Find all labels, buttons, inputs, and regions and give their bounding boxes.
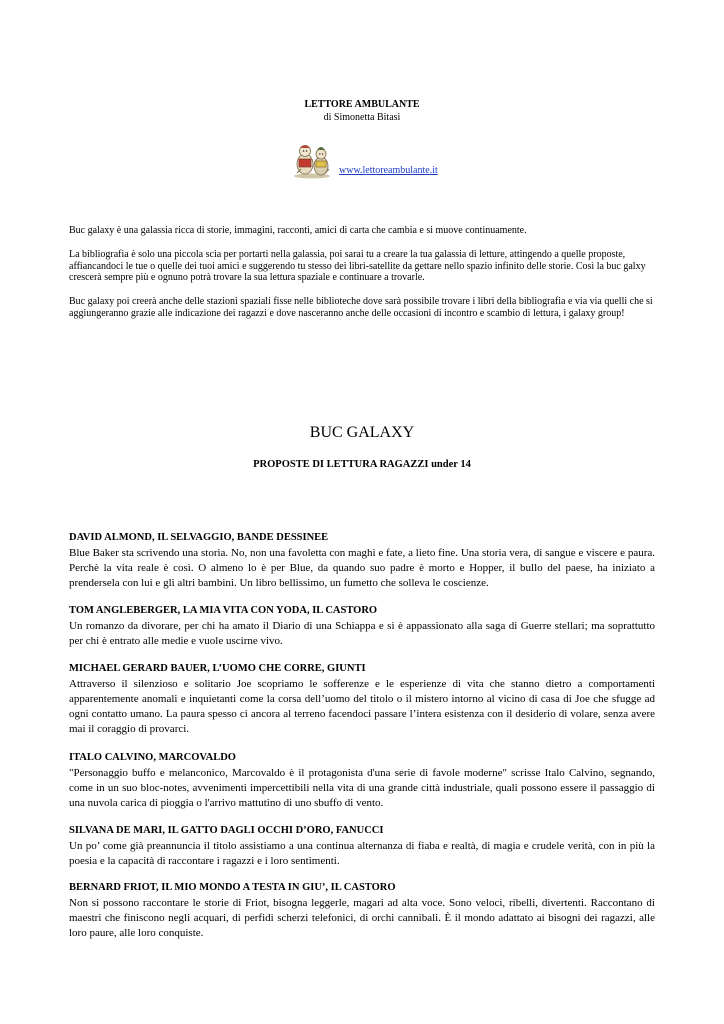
book-entry-text: Attraverso il silenzioso e solitario Joe scopriamo le sofferenze e le esperienze di vita che stanno dietro a comportamenti apparentemente anomali e inquietanti come la corsa dell’uomo del titolo o il mistero intorno al vicino di casa di Joe che sfugge ad ogni contatto umano. La paura spesso ci ancora al terreno facendoci passare l’intera esistenza con il desiderio di volare, senza avere mai il coraggio di provarci. <box>69 678 655 735</box>
intro-paragraph-2: La bibliografia è solo una piccola scia per portarti nella galassia, poi sarai tu a creare la tua galassia di letture, attingendo a quelle proposte, affiancandoci le tue o quelle dei tuoi amici e suggerendo tu stesso dei libri-satellite da gettare nello spazio infinito delle storie. Così la buc galxy crescerà sempre più e ognuno potrà trovare la sua lettura spaziale e continuare a trovarle. <box>69 249 646 283</box>
header-author: di Simonetta Bitasi <box>323 112 401 123</box>
reading-figures-illustration-icon <box>291 139 333 179</box>
book-entry-heading: ITALO CALVINO, MARCOVALDO <box>69 752 236 763</box>
website-link[interactable]: www.lettoreambulante.it <box>339 165 438 176</box>
book-entry <box>69 604 655 649</box>
book-entry-text: Non si possono raccontare le storie di Friot, bisogna leggerle, magari ad alta voce. Sono veloci, ribelli, divertenti. Raccontano di maestri che finiscono negli acquari, di perfidi scherzi telefonici, di orchi cannibali. È il mondo adattato ai bisogni dei ragazzi, alle loro paure, alle loro conquiste. <box>69 897 655 939</box>
book-entry <box>69 881 655 941</box>
header-title: LETTORE AMBULANTE <box>304 99 420 110</box>
book-entry-heading: TOM ANGLEBERGER, LA MIA VITA CON YODA, IL CASTORO <box>69 605 378 616</box>
book-entry-text: Blue Baker sta scrivendo una storia. No, non una favoletta con maghi e fate, a lieto fine. Una storia vera, di sangue e viscere e paura. Perchè la vita reale è così. O almeno lo è per Blue, da quando suo padre è morto e Hopper, il bullo del paese, ha iniziato a prendersela con lui e gli altri bambini. Un libro bellissimo, un fumetto che solleva le coscienze. <box>69 547 655 589</box>
book-entry-heading: SILVANA DE MARI, IL GATTO DAGLI OCCHI D’ORO, FANUCCI <box>69 825 384 836</box>
intro-paragraph-3: Buc galaxy poi creerà anche delle stazioni spaziali fisse nelle biblioteche dove sarà possibile trovare i libri della bibliografia e via via quelli che si aggiungeranno grazie alle indicazione dei ragazzi e dove nasceranno anche delle occasioni di incontro e scambio di lettura, i galaxy group! <box>69 296 653 319</box>
book-entry <box>69 662 655 737</box>
book-entry-heading: DAVID ALMOND, IL SELVAGGIO, BANDE DESSINEE <box>69 532 329 543</box>
subtitle: PROPOSTE DI LETTURA RAGAZZI under 14 <box>253 459 471 470</box>
book-entry-heading: BERNARD FRIOT, IL MIO MONDO A TESTA IN GIU’, IL CASTORO <box>69 882 396 893</box>
book-entry-text: Un po’ come già preannuncia il titolo assistiamo a una continua alternanza di fiaba e realtà, di magia e crudele verità, con in più la poesia e la capacità di raccontare i ragazzi e i loro sentimenti. <box>69 840 655 867</box>
intro-paragraph-1: Buc galaxy è una galassia ricca di storie, immagini, racconti, amici di carta che cambia e si muove continuamente. <box>69 225 527 236</box>
book-entry <box>69 751 655 811</box>
main-title: BUC GALAXY <box>309 424 415 441</box>
book-entry <box>69 531 655 591</box>
book-entry-heading: MICHAEL GERARD BAUER, L’UOMO CHE CORRE, GIUNTI <box>69 663 366 674</box>
book-entry-text: Un romanzo da divorare, per chi ha amato il Diario di una Schiappa e si è appassionato alla saga di Guerre stellari; ma soprattutto per chi è entrato alle medie e vuole uscirne vivo. <box>69 620 655 647</box>
book-entry-text: "Personaggio buffo e melanconico, Marcovaldo è il protagonista d'una serie di favole moderne" scrisse Italo Calvino, segnando, come in un suo bloc-notes, avvenimenti impercettibili nella vita di una grande città industriale, quali possono essere il passaggio di una nuvola carica di pioggia o l'arrivo mattutino di uno sbuffo di vento. <box>69 767 655 809</box>
book-entry <box>69 824 655 869</box>
